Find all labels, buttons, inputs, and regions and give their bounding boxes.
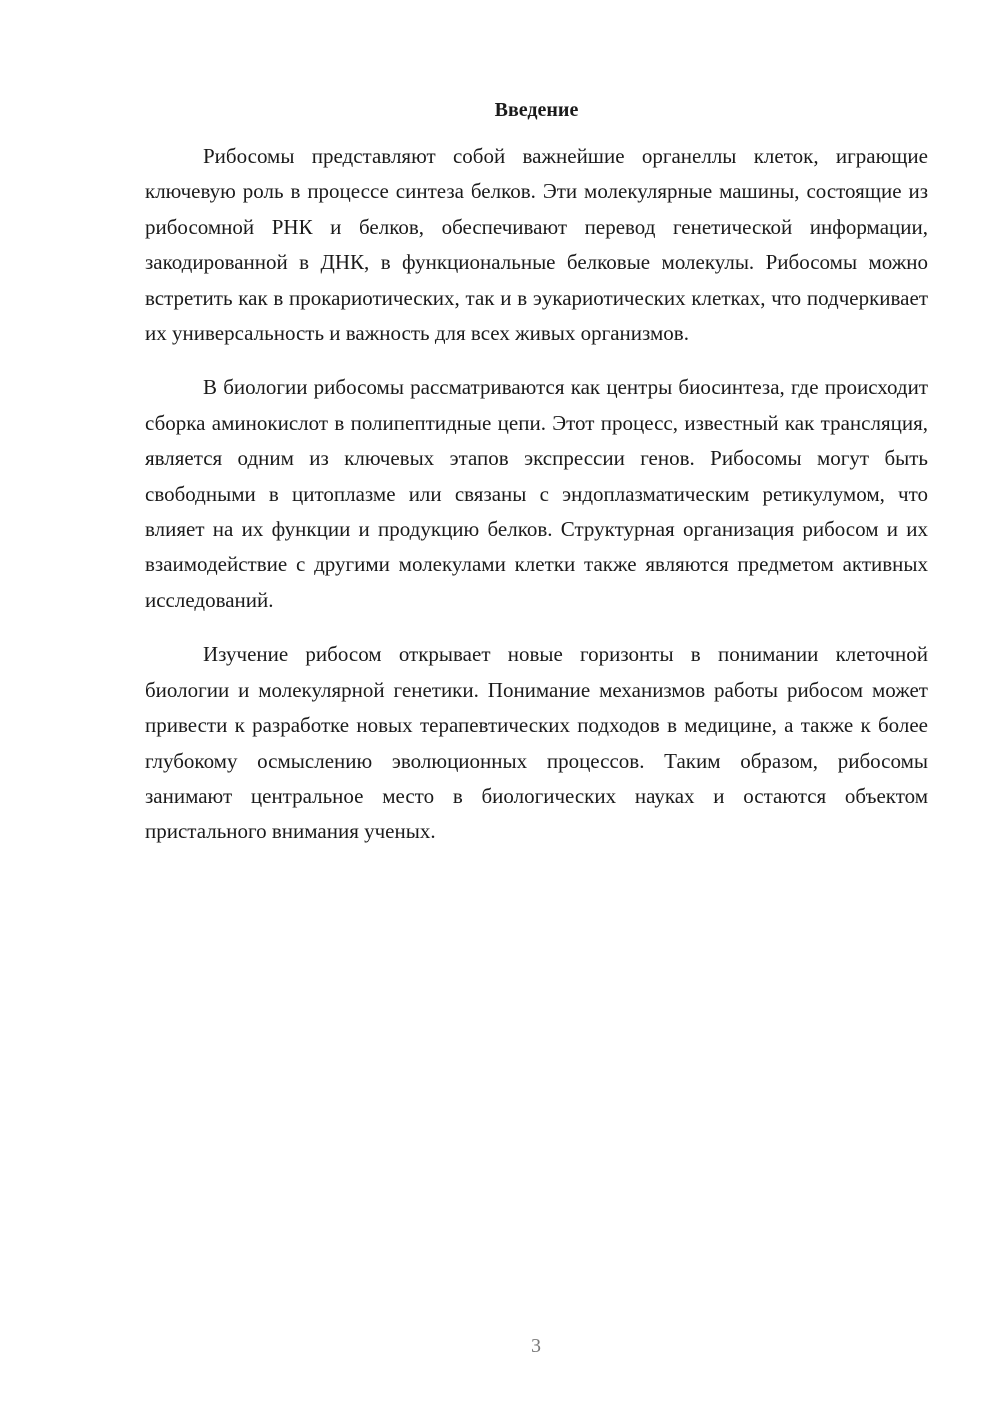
paragraph-3: Изучение рибосом открывает новые горизонты в понимании клеточной биологии и молекулярной генетики. Понимание механизмов работы рибосом может привести к разработке новых терапевтических подходов в медицине, а также к более глубокому осмыслению эволюционных процессов. Таким образом, рибосомы занимают центральное место в биологических науках и остаются объектом пристального внимания ученых.: [145, 642, 928, 844]
section-title: Введение: [494, 99, 579, 121]
paragraph-2: В биологии рибосомы рассматриваются как центры биосинтеза, где происходит сборка аминокислот в полипептидные цепи. Этот процесс, известный как трансляция, является одним из ключевых этапов экспрессии генов. Рибосомы могут быть свободными в цитоплазме или связаны с эндоплазматическим ретикулумом, что влияет на их функции и продукцию белков. Структурная организация рибосом и их взаимодействие с другими молекулами клетки также являются предметом активных исследований.: [145, 375, 928, 612]
page-number: 3: [531, 1335, 541, 1357]
paragraph-1: Рибосомы представляют собой важнейшие органеллы клеток, играющие ключевую роль в процессе синтеза белков. Эти молекулярные машины, состоящие из рибосомной РНК и белков, обеспечивают перевод генетической информации, закодированной в ДНК, в функциональные белковые молекулы. Рибосомы можно встретить как в прокариотических, так и в эукариотических клетках, что подчеркивает их универсальность и важность для всех живых организмов.: [145, 144, 928, 346]
page-content: [145, 95, 928, 850]
